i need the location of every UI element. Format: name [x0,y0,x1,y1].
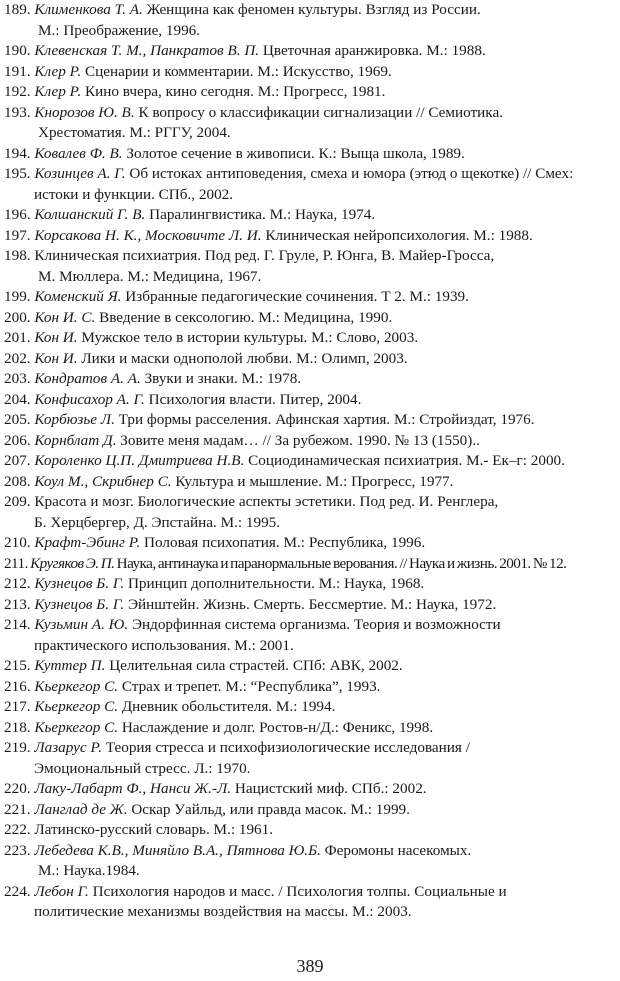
entry-number: 207. [4,452,31,469]
bibliography-entry [4,226,618,247]
entry-text: Клиническая психиатрия. Под ред. Г. Груле, Р. Юнга, В. Майер-Гросса, [34,247,495,264]
entry-author: Кон И. [34,329,78,346]
entry-text: Паралингвистика. М.: Наука, 1974. [145,206,376,223]
bibliography-entry [4,820,618,841]
entry-text: Эйнштейн. Жизнь. Смерть. Бессмертие. М.: Наука, 1972. [124,595,497,613]
entry-text: Оскар Уайльд, или правда масок. М.: 1999. [127,800,410,818]
entry-text: Теория стресса и психофизиологические исследования / [102,739,470,756]
entry-text: Феромоны насекомых. [320,841,472,859]
entry-text: Три формы расселения. Афинская хартия. М.: Стройиздат, 1976. [114,411,535,428]
entry-text: Цветочная аранжировка. М.: 1988. [259,42,486,59]
entry-author: Кьеркегор С. [34,718,119,736]
entry-number: 201. [4,329,31,346]
entry-author: Кузнецов Б. Г. [34,575,125,592]
entry-text: Принцип дополнительности. М.: Наука, 1968. [124,575,425,592]
entry-author: Лебедева К.В., Миняйло В.А., Пятнова Ю.Б. [34,841,321,859]
entry-author: Лазарус Р. [34,739,102,756]
entry-number: 204. [4,390,31,408]
entry-continuation: политические механизмы воздействия на массы. М.: 2003. [34,903,412,920]
entry-number: 193. [4,103,31,121]
entry-author: Коменский Я. [34,288,122,305]
entry-number: 224. [4,882,31,900]
entry-author: Лаку-Лабарт Ф., Нанси Ж.-Л. [34,780,232,797]
entry-text: Латинско-русский словарь. М.: 1961. [34,821,274,838]
bibliography-entry [4,246,618,287]
bibliography-entry [4,718,618,739]
entry-text: Эндорфинная система организма. Теория и возможности [128,616,501,633]
bibliography-entry [4,841,618,882]
entry-text: Женщина как феномен культуры. Взгляд из России. [142,1,481,18]
entry-author: Конфисахор А. Г. [34,390,145,408]
bibliography-entry [4,82,618,103]
bibliography-entry [4,103,618,144]
entry-author: Ланглад де Ж. [34,800,128,818]
entry-number: 216. [4,677,31,695]
entry-text: Введение в сексологию. М.: Медицина, 1990. [95,308,393,326]
entry-continuation: Хрестоматия. М.: РГГУ, 2004. [38,124,231,141]
entry-author: Козинцев А. Г. [34,165,126,182]
entry-number: 209. [4,493,31,510]
entry-author: Корбюзье Л. [34,411,115,428]
bibliography-entry [4,451,618,472]
entry-author: Кузьмин А. Ю. [34,616,129,633]
bibliography-entry [4,615,618,656]
entry-author: Корнблат Д. [34,431,117,449]
entry-author: Корсакова Н. К., Московичте Л. И. [34,226,262,244]
entry-number: 212. [4,575,31,592]
entry-text: Кино вчера, кино сегодня. М.: Прогресс, 1981. [81,83,386,100]
entry-text: Зовите меня мадам… // За рубежом. 1990. № 13 (1550).. [116,431,480,449]
bibliography-entry [4,62,618,83]
entry-continuation: Б. Херцбергер, Д. Эпстайна. М.: 1995. [34,513,281,531]
entry-number: 203. [4,370,31,387]
entry-text: К вопросу о классификации сигнализации // Семиотика. [134,103,503,121]
bibliography-entry [4,738,618,779]
entry-author: Ковалев Ф. В. [34,144,123,162]
entry-author: Клевенская Т. М., Панкратов В. П. [34,42,260,59]
bibliography-entry [4,472,618,493]
entry-number: 208. [4,472,31,490]
entry-author: Кон И. [34,349,78,367]
entry-author: Клер Р. [34,62,82,80]
entry-number: 213. [4,595,31,613]
entry-author: Крафт-Эбинг Р. [34,534,141,551]
entry-number: 220. [4,780,31,797]
entry-text: Звуки и знаки. М.: 1978. [140,370,302,387]
entry-author: Кьеркегор С. [34,677,119,695]
entry-author: Коул М., Скрибнер С. [34,472,172,490]
bibliography-entry [4,164,618,205]
entry-text: Наслаждение и долг. Ростов-н/Д.: Феникс, 1998. [118,718,434,736]
bibliography-entry [4,779,618,800]
entry-author: Колшанский Г. В. [34,206,146,223]
entry-number: 221. [4,800,31,818]
page-number: 389 [296,956,324,976]
entry-number: 195. [4,165,31,182]
entry-text: Психология народов и масс. / Психология толпы. Социальные и [88,882,507,900]
entry-number: 199. [4,288,31,305]
entry-continuation: М.: Наука.1984. [38,862,140,879]
bibliography-list [4,0,618,923]
entry-text: Страх и трепет. М.: “Республика”, 1993. [118,677,381,695]
entry-continuation: Эмоциональный стресс. Л.: 1970. [34,759,251,777]
entry-author: Кон И. С. [34,308,96,326]
entry-number: 210. [4,534,31,551]
entry-text: Половая психопатия. М.: Республика, 1996. [140,534,426,551]
entry-author: Лебон Г. [34,882,89,900]
entry-text: Красота и мозг. Биологические аспекты эстетики. Под ред. И. Ренглера, [34,493,499,510]
entry-number: 198. [4,247,31,264]
entry-text: Мужское тело в истории культуры. М.: Слово, 2003. [77,329,419,346]
entry-number: 192. [4,83,31,100]
bibliography-entry [4,431,618,452]
bibliography-entry [4,533,618,554]
bibliography-entry [4,677,618,698]
entry-author: Кьеркегор С. [34,698,119,715]
entry-text: Избранные педагогические сочинения. Т 2. М.: 1939. [121,288,469,305]
bibliography-entry [4,308,618,329]
entry-number: 206. [4,431,31,449]
bibliography-entry [4,390,618,411]
entry-text: Психология власти. Питер, 2004. [144,390,362,408]
entry-number: 205. [4,411,31,428]
bibliography-entry [4,287,618,308]
entry-text: Золотое сечение в живописи. К.: Выща школа, 1989. [122,144,465,162]
bibliography-entry [4,0,618,41]
bibliography-entry [4,697,618,718]
entry-number: 217. [4,698,31,715]
entry-number: 219. [4,739,31,756]
entry-number: 189. [4,1,31,18]
bibliography-entry [4,328,618,349]
entry-author: Кнорозов Ю. В. [34,103,135,121]
bibliography-entry [4,882,618,923]
entry-author: Клер Р. [34,83,82,100]
bibliography-entry [4,144,618,165]
bibliography-entry [4,41,618,62]
entry-number: 214. [4,616,31,633]
entry-number: 191. [4,62,31,80]
entry-author: Короленко Ц.П. Дмитриева Н.В. [34,452,245,469]
entry-text: Сценарии и комментарии. М.: Искусство, 1969. [81,62,392,80]
entry-text: Лики и маски однополой любви. М.: Олимп, 2003. [77,349,408,367]
bibliography-entry [4,349,618,370]
entry-number: 202. [4,349,31,367]
entry-continuation: практического использования. М.: 2001. [34,636,294,654]
entry-number: 211. [4,554,28,572]
bibliography-entry [4,205,618,226]
entry-number: 218. [4,718,31,736]
bibliography-entry [4,574,618,595]
entry-continuation: М. Мюллера. М.: Медицина, 1967. [38,267,262,285]
entry-number: 200. [4,308,31,326]
entry-number: 197. [4,226,31,244]
bibliography-entry [4,800,618,821]
entry-author: Куттер П. [34,657,106,674]
entry-text: Целительная сила страстей. СПб: АВК, 2002. [105,657,403,674]
bibliography-entry [4,492,618,533]
entry-number: 196. [4,206,31,223]
bibliography-entry [4,656,618,677]
bibliography-entry [4,369,618,390]
entry-author: Клименкова Т. А. [34,1,143,18]
entry-text: Нацистский миф. СПб.: 2002. [231,780,427,797]
entry-text: Клиническая нейропсихология. М.: 1988. [261,226,533,244]
bibliography-entry [4,554,618,575]
entry-number: 222. [4,821,31,838]
entry-author: Кругяков Э. П. [30,554,115,572]
entry-number: 223. [4,841,31,859]
bibliography-entry [4,410,618,431]
entry-text: Об истоках антиповедения, смеха и юмора (этюд о щекотке) // Смех: [125,165,574,182]
entry-continuation: истоки и функции. СПб., 2002. [34,185,234,203]
entry-text: Культура и мышление. М.: Прогресс, 1977. [171,472,454,490]
entry-author: Кондратов А. А. [34,370,141,387]
entry-author: Кузнецов Б. Г. [34,595,125,613]
bibliography-entry [4,595,618,616]
entry-text: Социодинамическая психиатрия. М.- Ек–г: 2000. [244,452,565,469]
entry-text: Дневник обольстителя. М.: 1994. [118,698,336,715]
entry-number: 215. [4,657,31,674]
entry-number: 194. [4,144,31,162]
entry-number: 190. [4,42,31,59]
entry-text: Наука, антинаука и паранормальные верования. // Наука и жизнь. 2001. № 12. [114,554,567,572]
entry-continuation: М.: Преображение, 1996. [38,21,201,39]
